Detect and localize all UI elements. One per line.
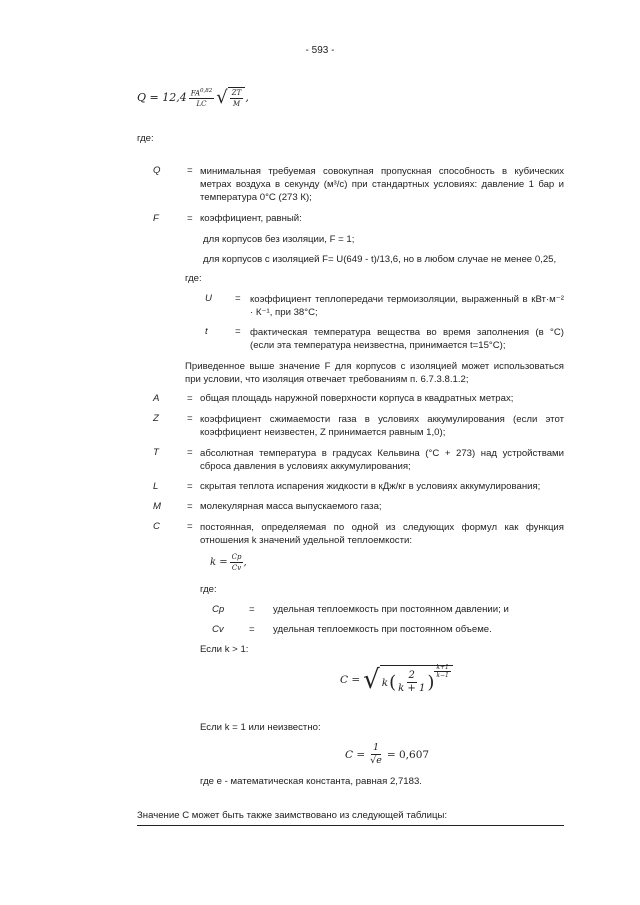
c-formula-1-k: k — [381, 676, 389, 689]
c-formula-2-denominator: √e — [370, 755, 382, 766]
divider-line — [137, 825, 564, 826]
close-paren-icon: ) — [427, 672, 435, 693]
def-text-cv: удельная теплоемкость при постоянном объеме. — [273, 624, 492, 635]
def-text-t-lower: фактическая температура вещества во время заполнения (в °С) (если эта температура неизвестна, принимается t=15°С); — [250, 327, 564, 351]
f-case-uninsulated: для корпусов без изоляции, F = 1; — [203, 234, 355, 245]
def-eq-cv: = — [249, 624, 255, 635]
def-symbol-t: T — [153, 447, 159, 458]
formula-tail: , — [245, 91, 249, 105]
c-formula-1-exponent — [434, 664, 450, 679]
def-text-q: минимальная требуемая совокупная пропускная способность в кубических метрах воздуха в секунду (м³/с) при стандартных условиях: давление 1 бар и температура 0°С (273 К); — [200, 166, 564, 203]
def-eq-f: = — [187, 213, 193, 224]
k-formula-numerator: Cp — [231, 553, 242, 561]
sqrt-sign-icon: √ — [363, 665, 380, 695]
where-label: где: — [137, 133, 154, 144]
f-note: Приведенное выше значение F для корпусов с изоляцией может использоваться при условии, что изоляция отвечает требованиям п. 6.7.3.8.1.2; — [185, 361, 564, 385]
sqrt-content — [228, 87, 246, 109]
fraction-numerator: FA — [190, 89, 201, 98]
formula-fraction — [189, 86, 215, 109]
c-formula-1-numerator: 2 — [408, 670, 415, 681]
def-symbol-z: Z — [153, 413, 159, 424]
def-eq-t-lower: = — [235, 326, 241, 337]
def-symbol-cp: Cp — [212, 604, 225, 615]
def-text-l: скрытая теплота испарения жидкости в кДж/кг в условиях аккумулирования; — [200, 481, 541, 492]
c-formula-1-denominator: k + 1 — [398, 683, 426, 694]
def-eq-u: = — [235, 293, 241, 304]
where-label-3: где: — [200, 584, 217, 595]
formula-lhs: Q = 12,4 — [137, 91, 187, 105]
if-k-greater-1: Если k > 1: — [200, 644, 249, 655]
k-formula-denominator: Cv — [231, 564, 242, 572]
def-eq-q: = — [187, 165, 193, 176]
exponent-denominator: k−1 — [436, 672, 449, 679]
def-symbol-u: U — [205, 293, 212, 304]
e-definition: где e - математическая константа, равная 2,7183. — [200, 776, 422, 787]
c-formula-1 — [340, 665, 453, 695]
c-formula-2 — [345, 742, 429, 767]
def-text-m: молекулярная масса выпускаемого газа; — [200, 501, 382, 512]
def-text-f: коэффициент, равный: — [200, 213, 302, 224]
c-formula-1-sqrt-content — [380, 665, 453, 695]
def-symbol-l: L — [153, 481, 159, 492]
c-formula-2-lhs: C = — [345, 748, 366, 761]
sqrt-numerator: ZT — [231, 88, 242, 97]
c-formula-2-rhs: = 0,607 — [386, 748, 430, 761]
main-formula — [137, 86, 249, 109]
def-text-z: коэффициент сжимаемости газа в условиях аккумулирования (если этот коэффициент неизвестен, Z принимается равным 1,0); — [200, 414, 564, 438]
def-eq-m: = — [187, 501, 193, 512]
def-eq-z: = — [187, 413, 193, 424]
def-eq-cp: = — [249, 604, 255, 615]
c-formula-2-numerator: 1 — [372, 742, 380, 753]
fraction-exponent: 0,82 — [200, 88, 213, 94]
def-eq-t: = — [187, 447, 193, 458]
k-formula — [210, 552, 247, 573]
def-text-u: коэффициент теплопередачи термоизоляции, выраженный в кВт·м⁻² · К⁻¹, при 38°С; — [250, 294, 564, 318]
def-symbol-m: M — [153, 501, 161, 512]
def-text-c: постоянная, определяемая по одной из следующих формул как функция отношения k значений удельной теплоемкости: — [200, 522, 564, 546]
def-symbol-a: A — [153, 393, 160, 404]
def-symbol-q: Q — [153, 165, 161, 176]
def-symbol-cv: Cv — [212, 624, 224, 635]
def-text-a: общая площадь наружной поверхности корпуса в квадратных метрах; — [200, 393, 514, 404]
k-formula-tail: , — [243, 557, 247, 568]
def-symbol-c: C — [153, 521, 160, 532]
if-k-equal-1: Если k = 1 или неизвестно: — [200, 722, 321, 733]
exponent-numerator: k+1 — [436, 664, 449, 671]
where-label-2: где: — [185, 273, 202, 284]
c-formula-1-lhs: C = — [340, 674, 361, 686]
f-case-insulated: для корпусов с изоляцией F= U(649 - t)/13,6, но в любом случае не менее 0,25, — [203, 254, 557, 265]
page-number: - 593 - — [305, 45, 335, 56]
fraction-denominator: LC — [196, 100, 207, 109]
def-eq-a: = — [187, 393, 193, 404]
table-intro-text: Значение C может быть также заимствовано из следующей таблицы: — [137, 810, 448, 821]
def-symbol-f: F — [153, 213, 159, 224]
sqrt-denominator: M — [232, 99, 241, 108]
sqrt-sign-icon: √ — [216, 87, 228, 109]
def-eq-c: = — [187, 521, 193, 532]
def-text-t: абсолютная температура в градусах Кельвина (°С + 273) над устройствами сброса давления в условиях аккумулирования; — [200, 448, 564, 472]
k-formula-lhs: k = — [210, 557, 228, 568]
def-eq-l: = — [187, 481, 193, 492]
def-symbol-t-lower: t — [205, 326, 208, 337]
def-text-cp: удельная теплоемкость при постоянном давлении; и — [273, 604, 509, 615]
open-paren-icon: ( — [389, 672, 397, 693]
